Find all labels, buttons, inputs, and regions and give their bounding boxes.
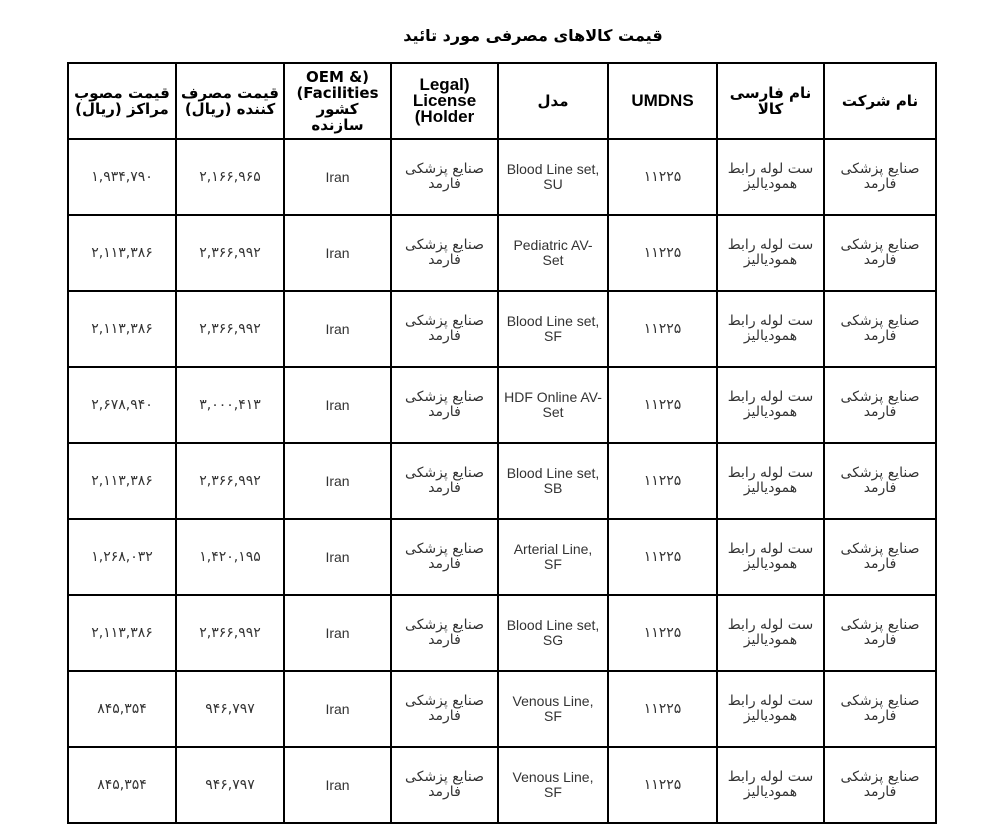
table-row <box>68 215 936 291</box>
header-oem-country: OEM &) (Facilities کشور سازنده <box>284 63 391 139</box>
cell-model: Arterial Line, SF <box>498 519 608 595</box>
cell-price-approved: ۲,۱۱۳,۳۸۶ <box>68 291 176 367</box>
cell-umdns: ۱۱۲۲۵ <box>608 443 717 519</box>
header-legal-label: Legal) License (Holder <box>412 75 477 126</box>
header-model: مدل <box>498 63 608 139</box>
cell-company: صنایع پزشکی فارمد <box>824 443 936 519</box>
cell-price-approved: ۸۴۵,۳۵۴ <box>68 671 176 747</box>
cell-item-name: ست لوله رابط همودیالیز <box>717 443 824 519</box>
cell-legal-holder: صنایع پزشکی فارمد <box>391 747 498 823</box>
table-row <box>68 291 936 367</box>
table-row <box>68 443 936 519</box>
cell-model: HDF Online AV-Set <box>498 367 608 443</box>
header-price-consumer: قیمت مصرف کننده (ریال) <box>176 63 284 139</box>
table-body <box>68 139 936 823</box>
header-item-name: نام فارسی کالا <box>717 63 824 139</box>
header-umdns <box>608 63 717 139</box>
cell-legal-holder: صنایع پزشکی فارمد <box>391 595 498 671</box>
cell-item-name: ست لوله رابط همودیالیز <box>717 519 824 595</box>
cell-company: صنایع پزشکی فارمد <box>824 139 936 215</box>
cell-umdns: ۱۱۲۲۵ <box>608 215 717 291</box>
cell-country: Iran <box>284 367 391 443</box>
cell-company: صنایع پزشکی فارمد <box>824 215 936 291</box>
cell-legal-holder: صنایع پزشکی فارمد <box>391 671 498 747</box>
cell-umdns: ۱۱۲۲۵ <box>608 519 717 595</box>
cell-company: صنایع پزشکی فارمد <box>824 519 936 595</box>
cell-umdns: ۱۱۲۲۵ <box>608 747 717 823</box>
cell-price-consumer: ۲,۳۶۶,۹۹۲ <box>176 443 284 519</box>
cell-model: Blood Line set, SF <box>498 291 608 367</box>
cell-umdns: ۱۱۲۲۵ <box>608 595 717 671</box>
cell-model: Venous Line, SF <box>498 747 608 823</box>
cell-price-approved: ۲,۱۱۳,۳۸۶ <box>68 595 176 671</box>
header-price-approved: قیمت مصوب مراکز (ریال) <box>68 63 176 139</box>
cell-item-name: ست لوله رابط همودیالیز <box>717 215 824 291</box>
cell-model: Blood Line set, SG <box>498 595 608 671</box>
cell-item-name: ست لوله رابط همودیالیز <box>717 595 824 671</box>
cell-price-approved: ۲,۱۱۳,۳۸۶ <box>68 215 176 291</box>
cell-price-consumer: ۲,۳۶۶,۹۹۲ <box>176 595 284 671</box>
cell-item-name: ست لوله رابط همودیالیز <box>717 291 824 367</box>
cell-country: Iran <box>284 139 391 215</box>
cell-company: صنایع پزشکی فارمد <box>824 671 936 747</box>
cell-company: صنایع پزشکی فارمد <box>824 291 936 367</box>
cell-umdns: ۱۱۲۲۵ <box>608 291 717 367</box>
cell-company: صنایع پزشکی فارمد <box>824 595 936 671</box>
cell-price-consumer: ۲,۳۶۶,۹۹۲ <box>176 291 284 367</box>
cell-price-approved: ۲,۱۱۳,۳۸۶ <box>68 443 176 519</box>
cell-price-consumer: ۲,۳۶۶,۹۹۲ <box>176 215 284 291</box>
cell-price-consumer: ۹۴۶,۷۹۷ <box>176 671 284 747</box>
cell-item-name: ست لوله رابط همودیالیز <box>717 367 824 443</box>
header-umdns-label: UMDNS <box>631 91 694 110</box>
cell-price-consumer: ۲,۱۶۶,۹۶۵ <box>176 139 284 215</box>
cell-item-name: ست لوله رابط همودیالیز <box>717 671 824 747</box>
cell-country: Iran <box>284 519 391 595</box>
cell-model: Blood Line set, SU <box>498 139 608 215</box>
page-title: قیمت کالاهای مصرفی مورد تائید <box>403 26 663 45</box>
cell-country: Iran <box>284 671 391 747</box>
cell-legal-holder: صنایع پزشکی فارمد <box>391 291 498 367</box>
cell-legal-holder: صنایع پزشکی فارمد <box>391 519 498 595</box>
cell-legal-holder: صنایع پزشکی فارمد <box>391 367 498 443</box>
header-legal-license-holder <box>391 63 498 139</box>
table-row <box>68 139 936 215</box>
cell-company: صنایع پزشکی فارمد <box>824 747 936 823</box>
cell-item-name: ست لوله رابط همودیالیز <box>717 139 824 215</box>
table-row <box>68 747 936 823</box>
cell-item-name: ست لوله رابط همودیالیز <box>717 747 824 823</box>
cell-model: Blood Line set, SB <box>498 443 608 519</box>
cell-model: Pediatric AV-Set <box>498 215 608 291</box>
cell-model: Venous Line, SF <box>498 671 608 747</box>
cell-country: Iran <box>284 215 391 291</box>
price-table <box>67 62 937 824</box>
table-row <box>68 671 936 747</box>
cell-price-consumer: ۳,۰۰۰,۴۱۳ <box>176 367 284 443</box>
cell-price-approved: ۱,۹۳۴,۷۹۰ <box>68 139 176 215</box>
table-row <box>68 367 936 443</box>
cell-price-approved: ۸۴۵,۳۵۴ <box>68 747 176 823</box>
table-header-row <box>68 63 936 139</box>
cell-country: Iran <box>284 443 391 519</box>
cell-umdns: ۱۱۲۲۵ <box>608 367 717 443</box>
cell-legal-holder: صنایع پزشکی فارمد <box>391 215 498 291</box>
cell-price-approved: ۱,۲۶۸,۰۳۲ <box>68 519 176 595</box>
cell-price-consumer: ۱,۴۲۰,۱۹۵ <box>176 519 284 595</box>
cell-country: Iran <box>284 747 391 823</box>
cell-price-consumer: ۹۴۶,۷۹۷ <box>176 747 284 823</box>
header-company: نام شرکت <box>824 63 936 139</box>
cell-umdns: ۱۱۲۲۵ <box>608 671 717 747</box>
cell-legal-holder: صنایع پزشکی فارمد <box>391 443 498 519</box>
table-row <box>68 519 936 595</box>
cell-company: صنایع پزشکی فارمد <box>824 367 936 443</box>
cell-country: Iran <box>284 595 391 671</box>
table-row <box>68 595 936 671</box>
cell-country: Iran <box>284 291 391 367</box>
cell-legal-holder: صنایع پزشکی فارمد <box>391 139 498 215</box>
cell-umdns: ۱۱۲۲۵ <box>608 139 717 215</box>
cell-price-approved: ۲,۶۷۸,۹۴۰ <box>68 367 176 443</box>
